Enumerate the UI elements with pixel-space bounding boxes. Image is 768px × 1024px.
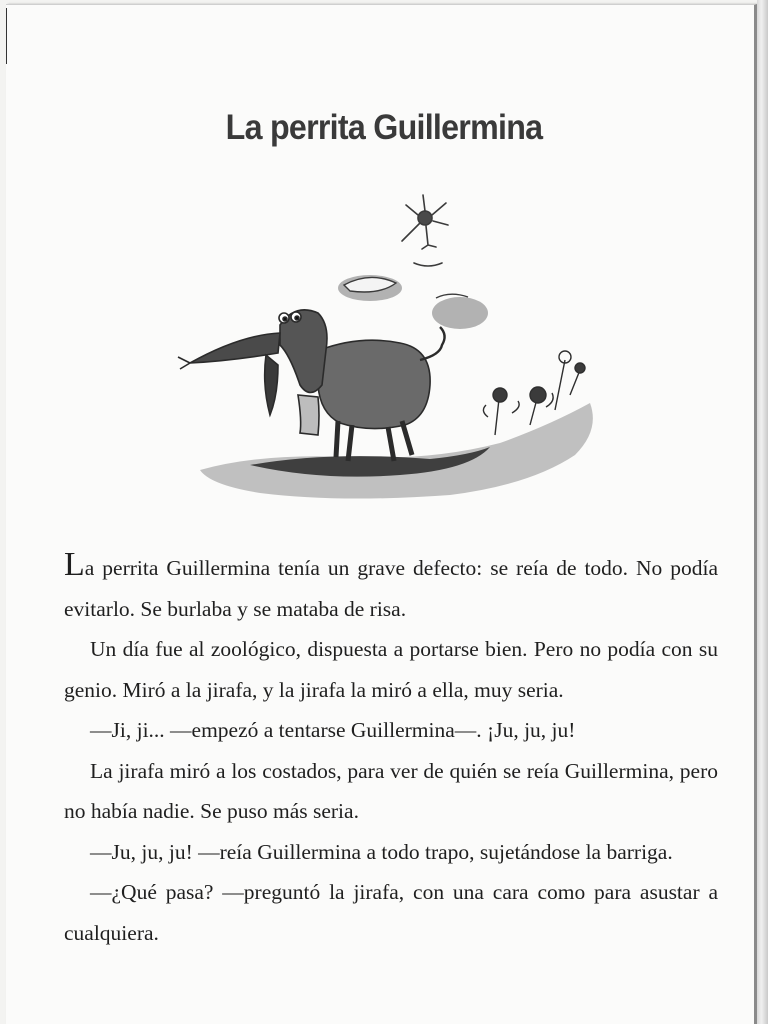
sun-figure-icon bbox=[402, 195, 448, 266]
paragraph: —Ju, ju, ju! —reía Guillermina a todo trapo, sujetándose la barriga. bbox=[90, 839, 673, 864]
drop-cap: L bbox=[64, 546, 85, 583]
story-text bbox=[64, 548, 718, 953]
paragraph: —¿Qué pasa? —preguntó la jirafa, con una cara como para asustar a cualquiera. bbox=[64, 880, 718, 945]
opening-text: a perrita Guillermina tenía un grave defecto: se reía de todo. No podía evitarlo. Se burlaba y se mataba de risa. bbox=[64, 556, 718, 621]
crop-mark bbox=[6, 8, 7, 64]
opening-paragraph bbox=[64, 548, 718, 629]
story-title: La perrita Guillermina bbox=[225, 108, 543, 147]
dog-illustration bbox=[170, 185, 610, 520]
page-edge bbox=[757, 0, 768, 1024]
paragraph: Un día fue al zoológico, dispuesta a portarse bien. Pero no podía con su genio. Miró a la jirafa, y la jirafa la miró a ella, muy seria. bbox=[64, 637, 718, 702]
paragraph: La jirafa miró a los costados, para ver de quién se reía Guillermina, pero no había nadie. Se puso más seria. bbox=[64, 758, 718, 823]
paragraph: —Ji, ji... —empezó a tentarse Guillermina—. ¡Ju, ju, ju! bbox=[90, 718, 576, 742]
dog-figure bbox=[178, 310, 445, 461]
